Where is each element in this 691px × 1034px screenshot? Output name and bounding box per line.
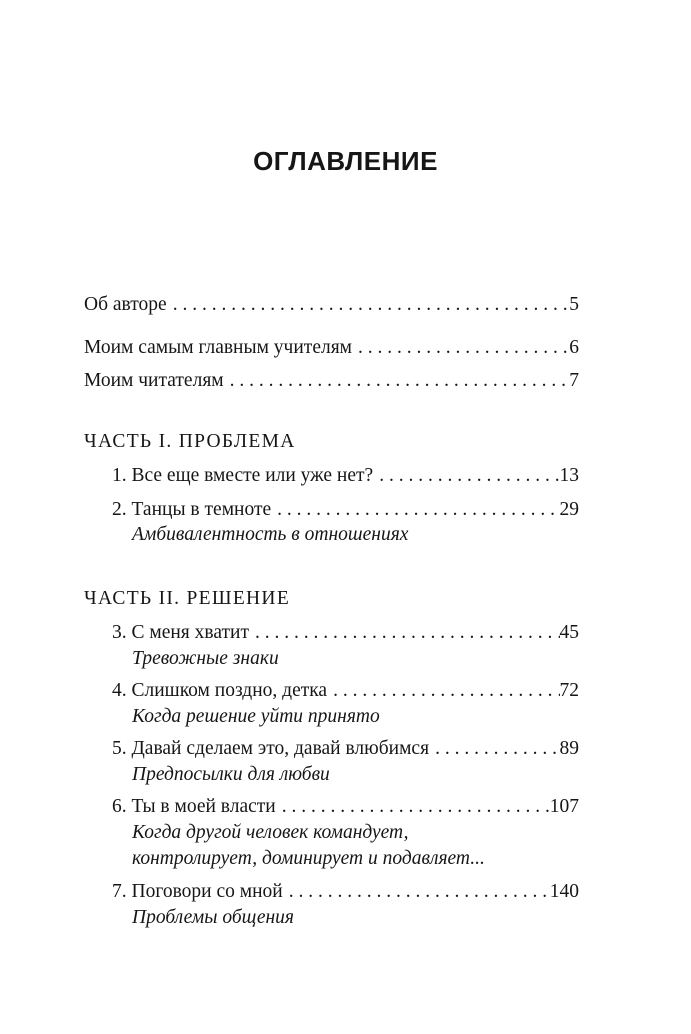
chapter-title: 5. Давай сделаем это, давай влюбимся bbox=[112, 738, 430, 759]
chapter-title: 3. С меня хватит bbox=[112, 622, 249, 643]
chapter-page: 107 bbox=[549, 796, 579, 817]
toc-entry-teachers[interactable] bbox=[84, 336, 579, 360]
chapter-subtitle: Когда другой человек командует, bbox=[132, 822, 409, 843]
chapter-subtitle-line2: контролирует, доминирует и подавляет... bbox=[132, 848, 485, 869]
chapter-page: 89 bbox=[559, 738, 579, 759]
entry-title: Моим читателям bbox=[84, 370, 224, 391]
toc-chapter-4[interactable] bbox=[112, 679, 579, 703]
dot-leader bbox=[224, 369, 570, 393]
toc-chapter-1[interactable] bbox=[112, 464, 579, 488]
entry-page: 5 bbox=[569, 294, 579, 315]
chapter-title: 7. Поговори со мной bbox=[112, 881, 283, 902]
dot-leader bbox=[167, 293, 570, 317]
dot-leader bbox=[373, 464, 559, 488]
entry-page: 7 bbox=[569, 370, 579, 391]
chapter-page: 140 bbox=[549, 881, 579, 902]
entry-title: Об авторе bbox=[84, 294, 167, 315]
dot-leader bbox=[327, 679, 559, 703]
chapter-title: 4. Слишком поздно, детка bbox=[112, 680, 328, 701]
entry-title: Моим самым главным учителям bbox=[84, 337, 353, 358]
chapter-page: 45 bbox=[559, 622, 579, 643]
chapter-page: 72 bbox=[559, 680, 579, 701]
chapter-title: 2. Танцы в темноте bbox=[112, 499, 272, 520]
page-title: ОГЛАВЛЕНИЕ bbox=[253, 146, 438, 176]
dot-leader bbox=[352, 336, 569, 360]
dot-leader bbox=[283, 880, 550, 904]
dot-leader bbox=[271, 498, 559, 522]
part-heading-2: ЧАСТЬ II. РЕШЕНИЕ bbox=[84, 588, 291, 609]
chapter-subtitle: Амбивалентность в отношениях bbox=[132, 524, 409, 545]
chapter-subtitle: Тревожные знаки bbox=[132, 648, 279, 669]
toc-entry-readers[interactable] bbox=[84, 369, 579, 393]
chapter-subtitle: Предпосылки для любви bbox=[132, 764, 330, 785]
toc-chapter-6[interactable] bbox=[112, 795, 579, 819]
toc-entry-about-author[interactable] bbox=[84, 293, 579, 317]
toc-chapter-3[interactable] bbox=[112, 621, 579, 645]
chapter-page: 29 bbox=[559, 499, 579, 520]
part-heading-1: ЧАСТЬ I. ПРОБЛЕМА bbox=[84, 431, 296, 452]
chapter-title: 1. Все еще вместе или уже нет? bbox=[112, 465, 374, 486]
dot-leader bbox=[276, 795, 550, 819]
dot-leader bbox=[249, 621, 560, 645]
entry-page: 6 bbox=[569, 337, 579, 358]
toc-chapter-5[interactable] bbox=[112, 737, 579, 761]
chapter-page: 13 bbox=[559, 465, 579, 486]
chapter-subtitle: Когда решение уйти принято bbox=[132, 706, 380, 727]
chapter-subtitle: Проблемы общения bbox=[132, 907, 294, 928]
dot-leader bbox=[429, 737, 559, 761]
chapter-title: 6. Ты в моей власти bbox=[112, 796, 276, 817]
toc-chapter-7[interactable] bbox=[112, 880, 579, 904]
toc-chapter-2[interactable] bbox=[112, 498, 579, 522]
